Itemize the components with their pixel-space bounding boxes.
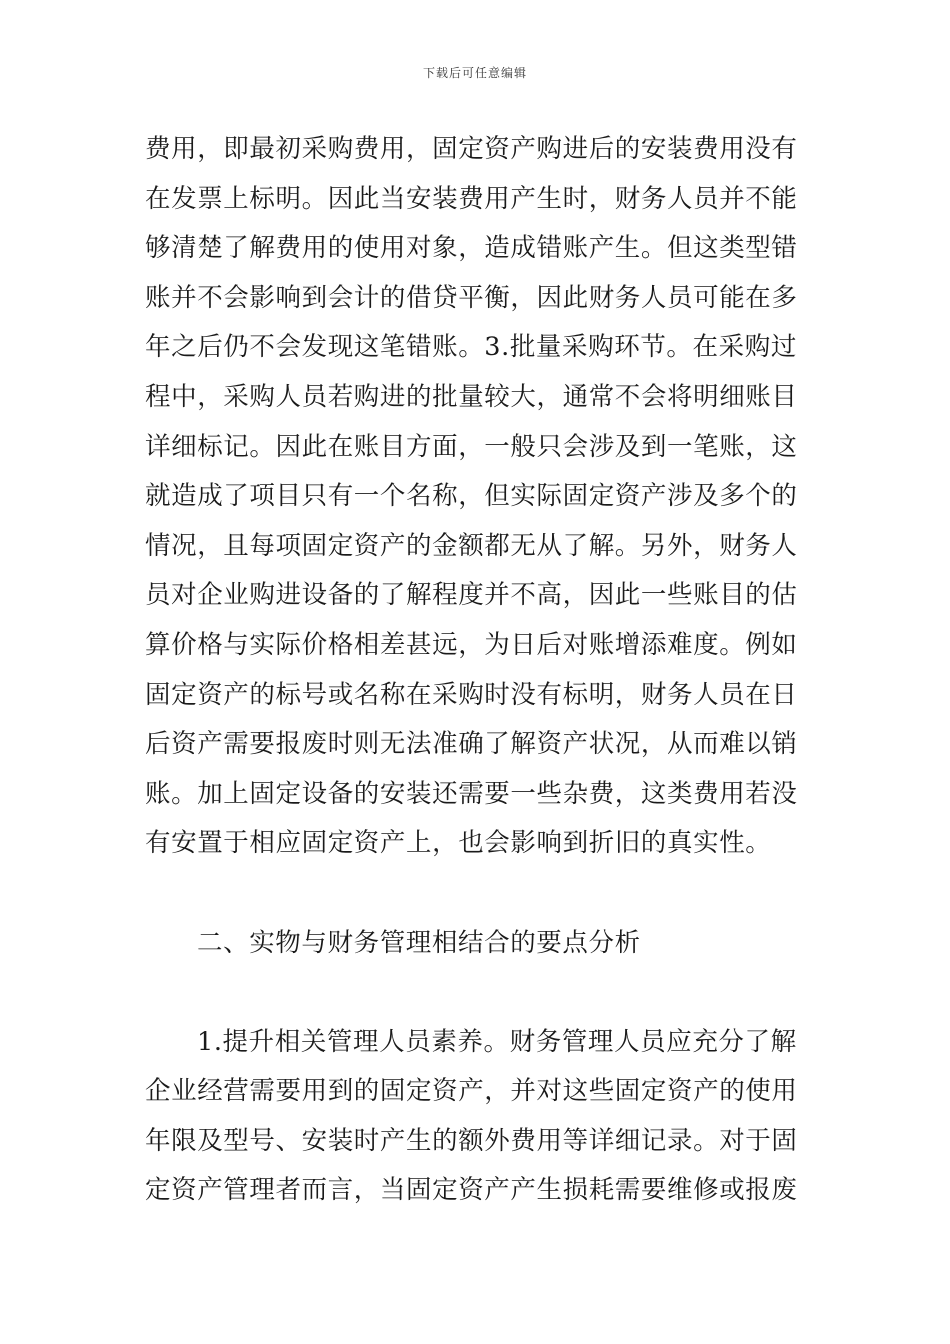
paragraph-line: 固定资产的标号或名称在采购时没有标明，财务人员在日 [145, 679, 798, 710]
paragraph-line: 算价格与实际价格相差甚远，为日后对账增添难度。例如 [145, 629, 798, 660]
paragraph-line: 详细标记。因此在账目方面，一般只会涉及到一笔账，这 [145, 431, 798, 462]
blank-line [145, 968, 805, 1018]
paragraph-line: 就造成了项目只有一个名称，但实际固定资产涉及多个的 [145, 481, 798, 512]
paragraph-line: 员对企业购进设备的了解程度并不高，因此一些账目的估 [145, 580, 798, 611]
paragraph-line: 情况，且每项固定资产的金额都无从了解。另外，财务人 [145, 530, 798, 561]
paragraph-line: 有安置于相应固定资产上，也会影响到折旧的真实性。 [145, 828, 772, 859]
page-header: 下载后可任意编辑 [422, 66, 527, 80]
paragraph-line: 企业经营需要用到的固定资产，并对这些固定资产的使用 [145, 1076, 798, 1107]
paragraph-line: 账并不会影响到会计的借贷平衡，因此财务人员可能在多 [145, 282, 798, 313]
paragraph-line: 在发票上标明。因此当安装费用产生时，财务人员并不能 [145, 183, 798, 214]
paragraph-line: 年限及型号、安装时产生的额外费用等详细记录。对于固 [145, 1125, 798, 1156]
paragraph-line: 年之后仍不会发现这笔错账。3.批量采购环节。在采购过 [145, 332, 797, 363]
paragraph-1 [145, 125, 805, 869]
blank-line [145, 869, 805, 919]
paragraph-line: 定资产管理者而言，当固定资产产生损耗需要维修或报废 [145, 1175, 798, 1206]
document-body [145, 125, 805, 1216]
paragraph-line: 程中，采购人员若购进的批量较大，通常不会将明细账目 [145, 381, 798, 412]
section-heading: 二、实物与财务管理相结合的要点分析 [197, 927, 641, 958]
paragraph-line: 够清楚了解费用的使用对象，造成错账产生。但这类型错 [145, 233, 798, 264]
paragraph-2 [145, 1018, 805, 1216]
paragraph-line: 后资产需要报废时则无法准确了解资产状况，从而难以销 [145, 729, 798, 760]
paragraph-line: 费用，即最初采购费用，固定资产购进后的安装费用没有 [145, 134, 798, 164]
paragraph-line: 账。加上固定设备的安装还需要一些杂费，这类费用若没 [145, 778, 798, 809]
paragraph-line: 1.提升相关管理人员素养。财务管理人员应充分了解 [197, 1026, 797, 1057]
